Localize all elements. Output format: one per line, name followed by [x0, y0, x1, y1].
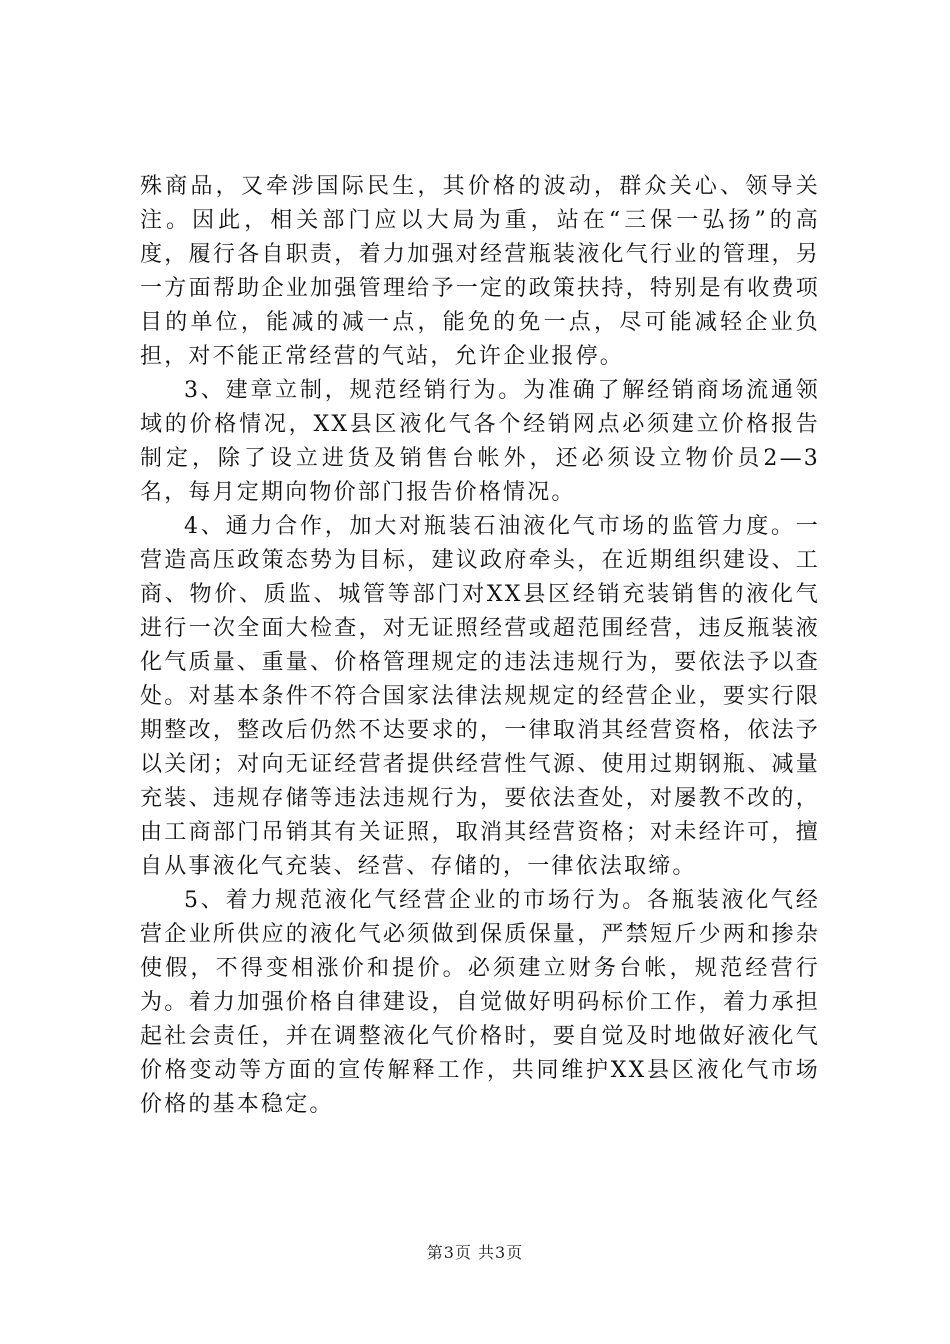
paragraph-item-4: 4、通力合作，加大对瓶装石油液化气市场的监管力度。一营造高压政策态势为目标，建议政府牵头，在近期组织建设、工商、物价、质监、城管等部门对XX县区经销充装销售的液化气进行一次全面大检查，对无证照经营或超范围经营，违反瓶装液化气质量、重量、价格管理规定的违法违规行为，要依法予以查处。对基本条件不符合国家法律法规规定的经营企业，要实行限期整改，整改后仍然不达要求的，一律取消其经营资格，依法予以关闭；对向无证经营者提供经营性气源、使用过期钢瓶、减量充装、违规存储等违法违规行为，要依法查处，对屡教不改的，由工商部门吊销其有关证照，取消其经营资格；对未经许可，擅自从事液化气充装、经营、存储的，一律依法取缔。	[140, 514, 820, 879]
page-number-footer: 第3页 共3页	[426, 1243, 524, 1262]
paragraph-continuation: 殊商品，又牵涉国际民生，其价格的波动，群众关心、领导关注。因此，相关部门应以大局为重，站在“三保一弘扬”的高度，履行各自职责，着力加强对经营瓶装液化气行业的管理，另一方面帮助企业加强管理给予一定的政策扶持，特别是有收费项目的单位，能减的减一点，能免的免一点，尽可能减轻企业负担，对不能正常经营的气站，允许企业报停。	[140, 174, 820, 369]
paragraph-item-5: 5、着力规范液化气经营企业的市场行为。各瓶装液化气经营企业所供应的液化气必须做到保质保量，严禁短斤少两和掺杂使假，不得变相涨价和提价。必须建立财务台帐，规范经营行为。着力加强价格自律建设，自觉做好明码标价工作，着力承担起社会责任，并在调整液化气价格时，要自觉及时地做好液化气价格变动等方面的宣传解释工作，共同维护XX县区液化气市场价格的基本稳定。	[140, 888, 820, 1117]
document-body	[140, 170, 820, 1122]
paragraph-item-3: 3、建章立制，规范经销行为。为准确了解经销商场流通领域的价格情况，XX县区液化气各个经销网点必须建立价格报告制定，除了设立进货及销售台帐外，还必须设立物价员2—3名，每月定期向物价部门报告价格情况。	[140, 378, 820, 505]
